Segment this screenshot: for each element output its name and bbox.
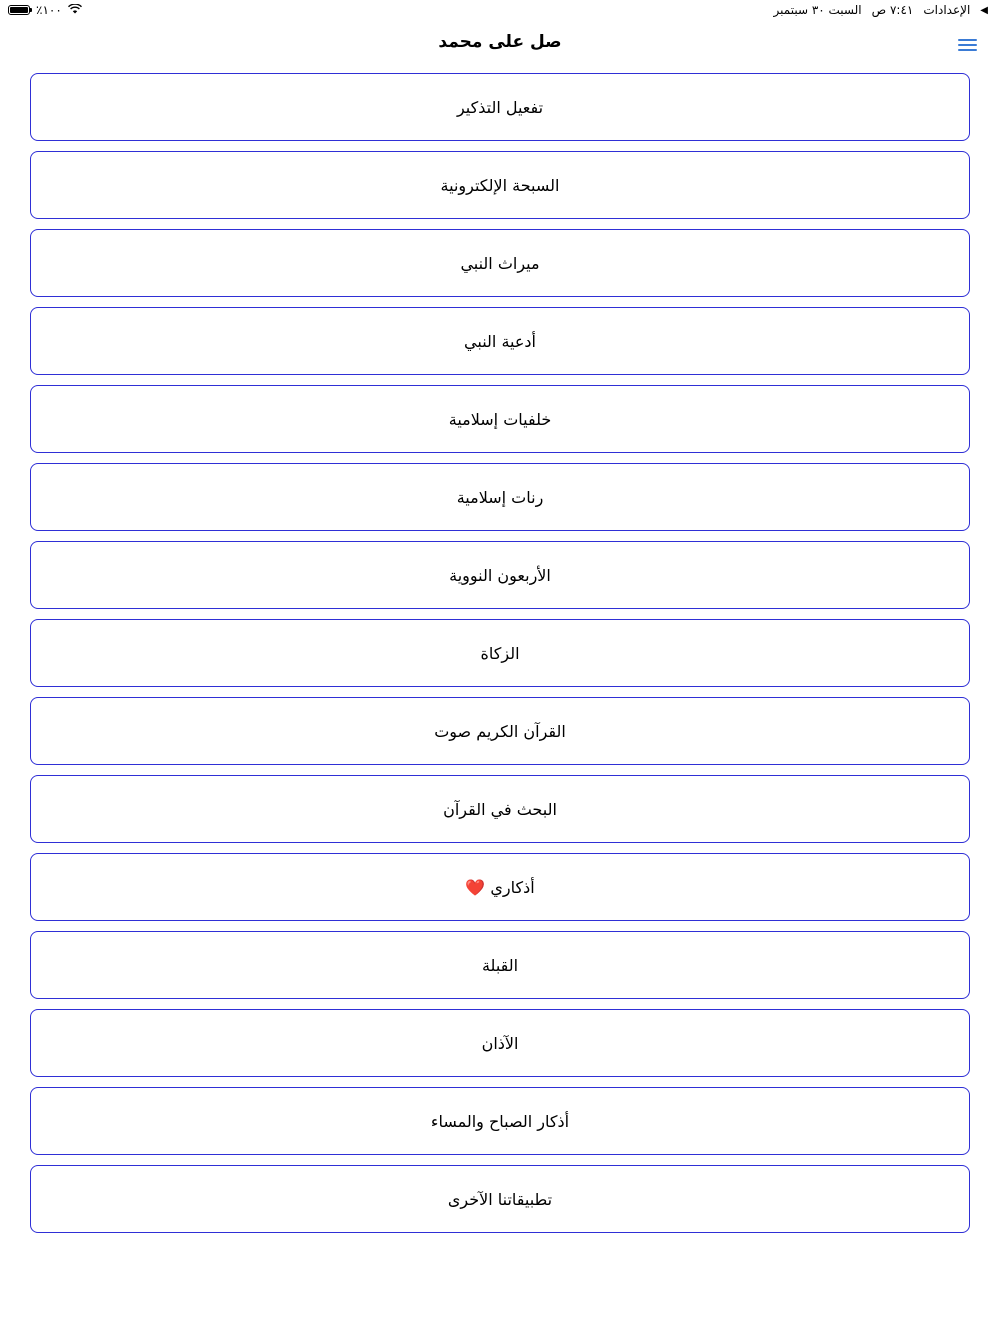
menu-button-adhan[interactable] (30, 1009, 970, 1077)
menu-list (30, 73, 970, 1243)
battery-icon (8, 5, 30, 15)
menu-button-label: تطبيقاتنا الآخرى (447, 1189, 553, 1209)
menu-button-label: تفعيل التذكير (456, 97, 544, 117)
menu-button-reminder[interactable] (30, 73, 970, 141)
menu-button-label: ميراث النبي (460, 253, 540, 273)
menu-button-label: رنات إسلامية (456, 487, 544, 507)
menu-button-quran-audio[interactable] (30, 697, 970, 765)
menu-button-label: الزكاة (480, 643, 520, 663)
menu-button-label: أذكار الصباح والمساء (430, 1111, 570, 1131)
wifi-icon (68, 4, 82, 16)
menu-button-zakat[interactable] (30, 619, 970, 687)
navigation-bar (0, 20, 1000, 68)
menu-button-qibla[interactable] (30, 931, 970, 999)
menu-button-label: أدعية النبي (464, 331, 536, 351)
menu-button-other-apps[interactable] (30, 1165, 970, 1233)
menu-button-label: السبحة الإلكترونية (440, 175, 560, 195)
menu-icon-line (958, 44, 977, 46)
status-left-group (8, 3, 82, 17)
menu-button-forty-hadith[interactable] (30, 541, 970, 609)
menu-icon-line (958, 39, 977, 41)
menu-button-prophet-legacy[interactable] (30, 229, 970, 297)
menu-button-label: القبلة (481, 955, 519, 975)
menu-button-tasbih[interactable] (30, 151, 970, 219)
menu-button-label: الآذان (481, 1033, 519, 1053)
menu-button-label: البحث في القرآن (443, 799, 557, 819)
menu-button-label: خلفيات إسلامية (448, 409, 552, 429)
menu-button-my-adhkar[interactable] (30, 853, 970, 921)
menu-button-ringtones[interactable] (30, 463, 970, 531)
menu-button-prophet-duas[interactable] (30, 307, 970, 375)
status-bar (0, 0, 1000, 20)
menu-button-label: أذكاري ❤️ (465, 877, 535, 897)
menu-button-wallpapers[interactable] (30, 385, 970, 453)
back-arrow-icon[interactable]: ◀ (980, 4, 988, 16)
status-date: السبت ٣٠ سبتمبر (773, 3, 862, 17)
status-right-group (774, 3, 988, 17)
menu-icon-line (958, 49, 977, 51)
status-time: ٧:٤١ ص (871, 3, 914, 17)
menu-button-quran-search[interactable] (30, 775, 970, 843)
battery-percent: ٪١٠٠ (36, 3, 62, 17)
status-back-label[interactable]: الإعدادات (923, 3, 971, 17)
menu-button-label: الأربعون النووية (449, 565, 551, 585)
hamburger-menu-icon[interactable] (958, 39, 977, 51)
menu-button-morning-evening-adhkar[interactable] (30, 1087, 970, 1155)
menu-button-label: القرآن الكريم صوت (434, 721, 566, 741)
page-title: صل على محمد (438, 32, 562, 52)
